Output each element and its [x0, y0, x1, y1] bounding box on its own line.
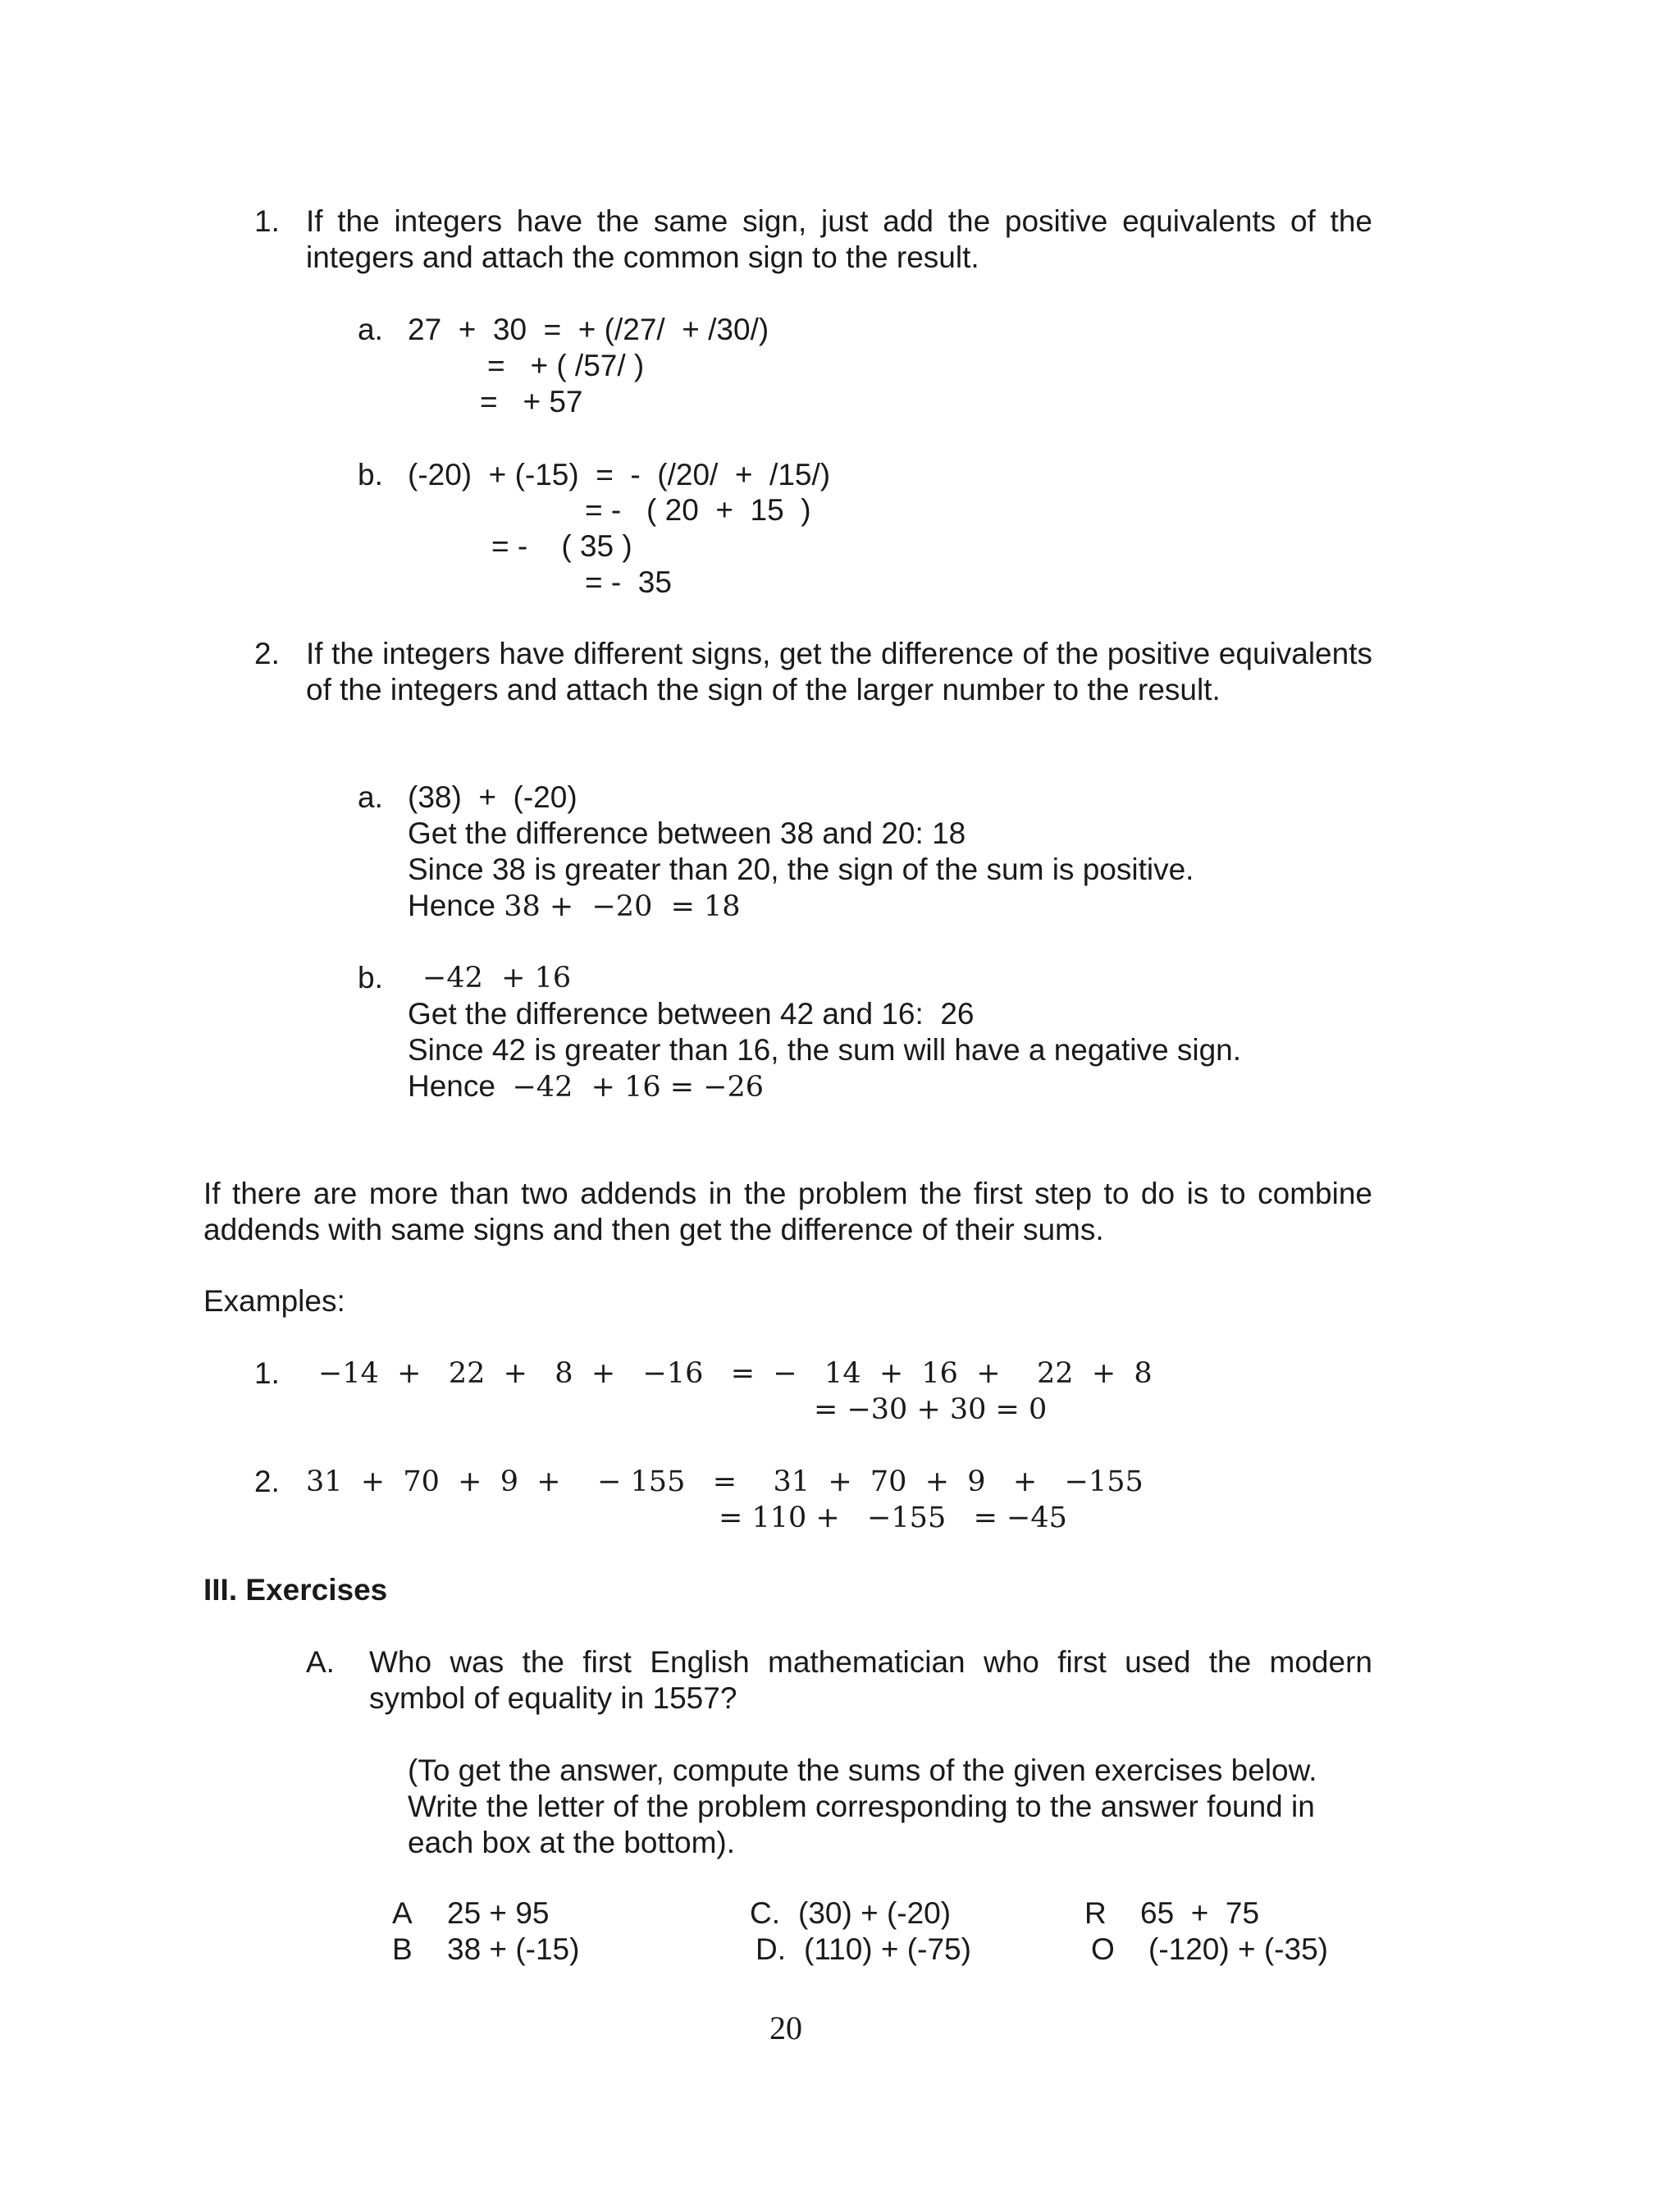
rule-2-text: If the integers have different signs, get the difference of the positive equivalents of the integers and attach the sign of the larger number to the result. [306, 637, 1372, 706]
item-d-letter: D. [756, 1932, 786, 1966]
rule-1b-line-1: (-20) + (-15) = - (/20/ + /15/) [408, 458, 831, 491]
rule-2-number: 2. [254, 637, 280, 670]
rule-1b-line-2: = - ( 20 + 15 ) [585, 493, 811, 527]
rule-2a-line-4 [408, 888, 741, 925]
rule-1-number: 1. [254, 204, 280, 238]
rule-1a-line-3: = + 57 [480, 385, 583, 418]
rule-2b-label: b. [358, 961, 383, 994]
example-1-number: 1. [254, 1356, 280, 1390]
item-c-letter: C. [750, 1896, 780, 1930]
example-1-line-1: −14 + 22 + 8 + −16 = − 14 + 16 + 22 + 8 [318, 1357, 1153, 1390]
rule-1-text: If the integers have the same sign, just add the positive equivalents of the integers and attach the common sign to the result. [306, 204, 1372, 274]
example-2-line-1: 31 + 70 + 9 + − 155 = 31 + 70 + 9 + −155 [306, 1465, 1144, 1498]
rule-2b-line-1: −42 + 16 [422, 962, 572, 994]
rule-1a-label: a. [358, 313, 383, 346]
item-r-letter: R [1084, 1896, 1107, 1930]
exercises-heading: III. Exercises [203, 1573, 388, 1607]
item-o-letter: O [1091, 1932, 1115, 1966]
rule-2a-hence: Hence [408, 889, 504, 922]
example-2-line-2: = 110 + −155 = −45 [719, 1502, 1067, 1534]
rule-2b-hence: Hence [408, 1069, 513, 1103]
exercise-a-instructions: (To get the answer, compute the sums of the given exercises below. Write the letter of the problem corresponding to the answer found in each box at the bottom). [408, 1753, 1317, 1859]
rule-1b-label: b. [358, 458, 383, 491]
rule-2b-line-4 [408, 1068, 764, 1105]
rule-2a-line-3: Since 38 is greater than 20, the sign of the sum is positive. [408, 853, 1194, 886]
example-1-line-2: = −30 + 30 = 0 [814, 1393, 1048, 1426]
item-a-letter: A [392, 1896, 413, 1930]
item-b-expression: 38 + (-15) [447, 1932, 580, 1966]
rule-1a-line-1: 27 + 30 = + (/27/ + /30/) [408, 313, 769, 346]
item-a-expression: 25 + 95 [447, 1896, 550, 1930]
example-2-number: 2. [254, 1465, 280, 1498]
rule-2b-line-2: Get the difference between 42 and 16: 26 [408, 997, 975, 1031]
item-c-expression: (30) + (-20) [798, 1896, 952, 1930]
rule-2a-label: a. [358, 780, 383, 814]
rule-2a-equation: 38 + −20 = 18 [504, 890, 741, 923]
page-number: 20 [769, 2009, 802, 2046]
item-b-letter: B [392, 1932, 413, 1966]
rule-2a-line-1: (38) + (-20) [408, 780, 578, 814]
rule-2a-line-2: Get the difference between 38 and 20: 18 [408, 816, 966, 850]
item-d-expression: (110) + (-75) [804, 1932, 971, 1966]
rule-1b-line-4: = - 35 [585, 565, 672, 599]
exercise-a-question: Who was the first English mathematician who first used the modern symbol of equality in 1557? [369, 1645, 1372, 1715]
examples-label: Examples: [203, 1284, 345, 1318]
rule-2b-line-3: Since 42 is greater than 16, the sum will have a negative sign. [408, 1033, 1242, 1067]
rule-2b-equation: −42 + 16 = −26 [512, 1071, 765, 1104]
addends-paragraph: If there are more than two addends in the problem the first step to do is to combine addends with same signs and then get the difference of their sums. [203, 1177, 1372, 1246]
rule-1b-line-3: = - ( 35 ) [491, 529, 632, 563]
item-r-expression: 65 + 75 [1140, 1896, 1260, 1930]
exercise-a-label: A. [306, 1645, 335, 1679]
rule-1a-line-2: = + ( /57/ ) [487, 349, 645, 382]
item-o-expression: (-120) + (-35) [1148, 1932, 1328, 1966]
